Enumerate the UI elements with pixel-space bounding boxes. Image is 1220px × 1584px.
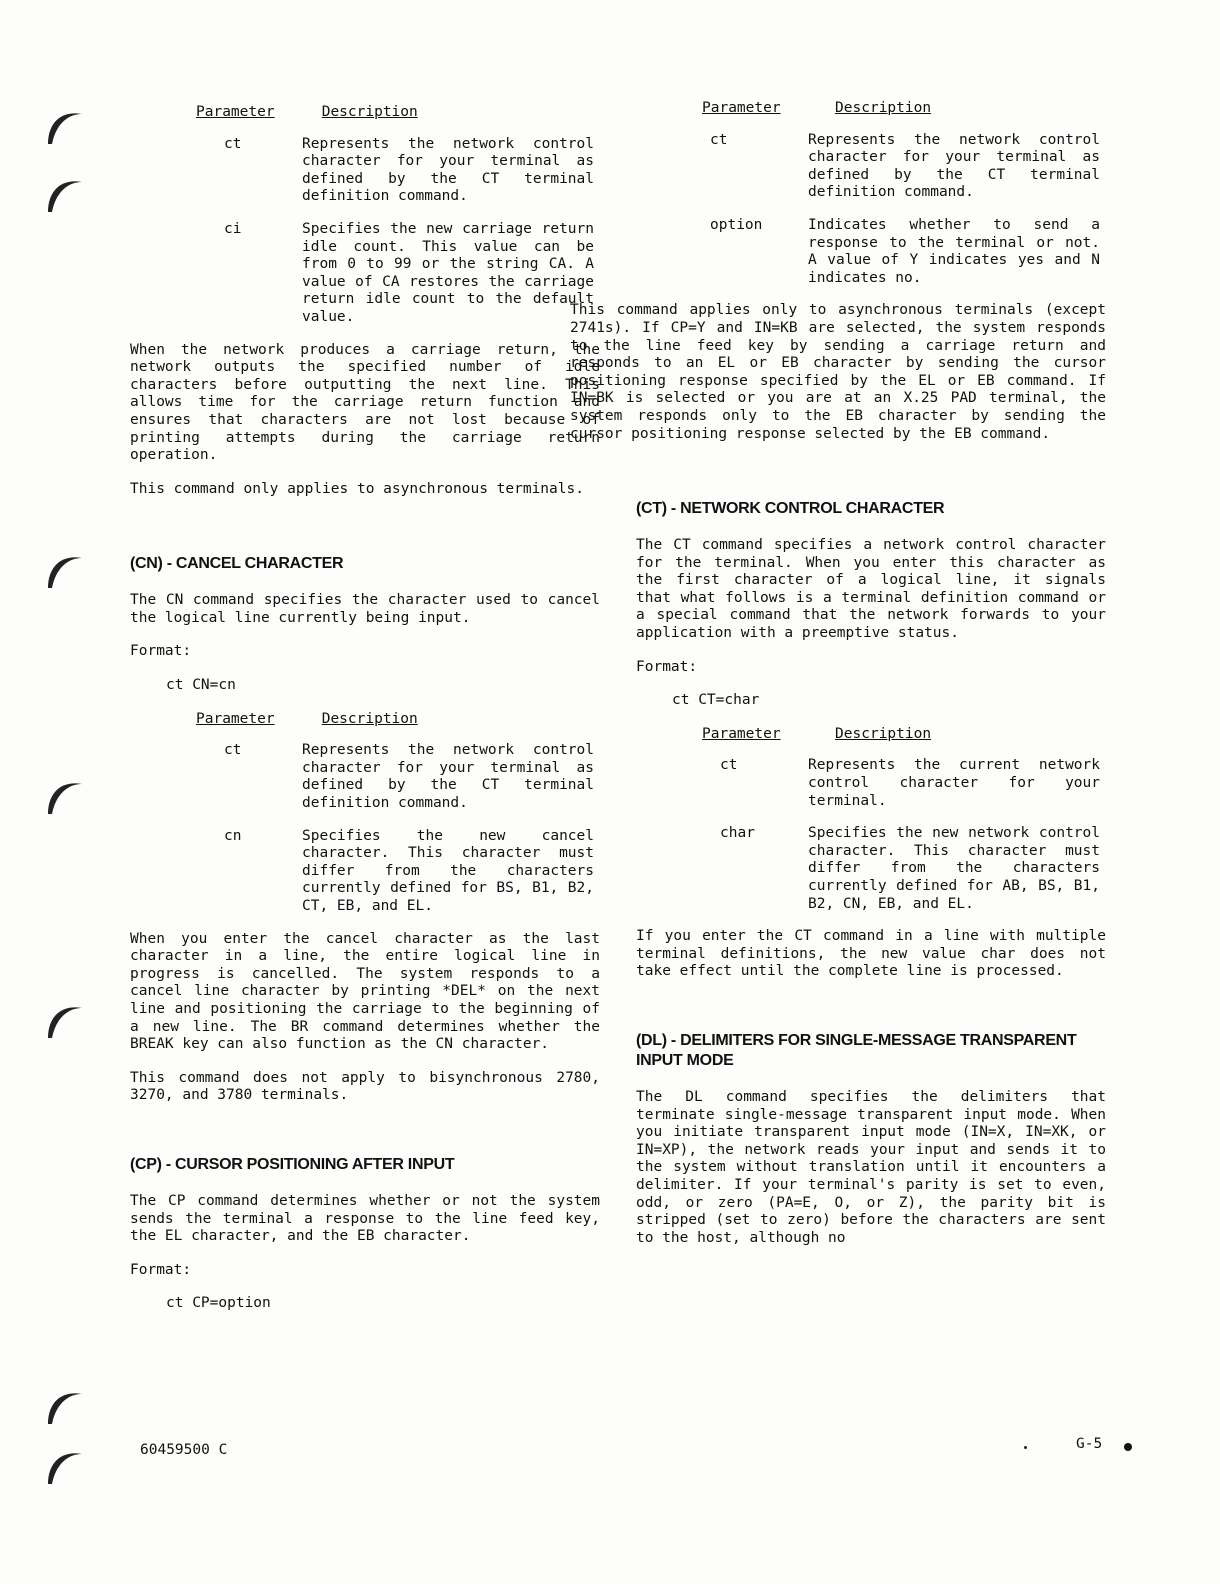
format-syntax: ct CT=char (672, 692, 760, 709)
parameter-table (196, 104, 600, 327)
parameter-name: char (720, 825, 755, 842)
left-column (130, 104, 600, 1329)
parameter-table (196, 711, 600, 916)
parameter-header: Parameter (196, 104, 275, 120)
right-column (570, 100, 1106, 1263)
description-header: Description (835, 100, 932, 116)
table-header (702, 100, 1106, 118)
parameter-description: Represents the current network control character for your terminal. (808, 757, 1100, 809)
paragraph: This command only applies to asynchronous terminals. (130, 480, 584, 497)
section-heading-dl: (DL) - DELIMITERS FOR SINGLE-MESSAGE TRANSPARENT INPUT MODE (636, 1031, 1077, 1069)
format-label: Format: (636, 658, 698, 675)
parameter-description: Represents the network control character for your terminal as defined by the CT terminal definition command. (808, 131, 1100, 201)
parameter-name: ct (224, 135, 242, 152)
table-header (196, 711, 600, 729)
table-row (196, 221, 600, 327)
binder-hole-mark (42, 1444, 86, 1488)
table-row (196, 828, 600, 916)
paragraph: This command does not apply to bisynchronous 2780, 3270, and 3780 terminals. (130, 1069, 600, 1104)
table-row (196, 136, 600, 206)
paragraph: When the network produces a carriage return, the network outputs the specified number of idle characters before outputting the next line. This allows time for the carriage return function and ensures that characters are not lost because of printing attempts during the carriage return operation. (130, 341, 600, 464)
parameter-description: Specifies the new cancel character. This character must differ from the characters currently defined for BS, B1, B2, CT, EB, and EL. (302, 827, 594, 914)
description-header: Description (835, 725, 932, 742)
table-row (702, 825, 1106, 913)
paragraph: The DL command specifies the delimiters that terminate single-message transparent input mode. When you initiate transparent input mode (IN=X, IN=XK, or IN=XP), the network reads your input and sends it to the system without translation until it encounters a delimiter. If your terminal's parity is set to even, odd, or zero (PA=E, O, or Z), the parity bit is stripped (set to zero) before the characters are sent to the host, although no (636, 1088, 1106, 1246)
document-number: 60459500 C (140, 1442, 228, 1458)
parameter-name: ci (224, 220, 242, 237)
table-row (702, 757, 1106, 810)
parameter-description: Specifies the new carriage return idle count. This value can be from 0 to 99 or the string CA. A value of CA restores the carriage return idle count to the default value. (302, 220, 594, 325)
binder-hole-mark (42, 104, 86, 148)
paragraph: This command applies only to asynchronous terminals (except 2741s). If CP=Y and IN=KB are selected, the system responds to the line feed key by sending a carriage return and responds to an EL or EB character by sending the cursor positioning response specified by the EL or EB command. If IN=BK is selected or you are at an X.25 PAD terminal, the system responds only to the EB character by sending the cursor positioning response selected by the EB command. (570, 302, 1106, 442)
section-heading-cp: (CP) - CURSOR POSITIONING AFTER INPUT (130, 1155, 455, 1173)
parameter-header: Parameter (702, 100, 781, 116)
bullet-mark (1124, 1443, 1132, 1451)
parameter-name: option (710, 216, 763, 233)
parameter-description: Represents the network control character for your terminal as defined by the CT terminal definition command. (302, 135, 594, 205)
binder-hole-mark (42, 998, 86, 1042)
paragraph: If you enter the CT command in a line with multiple terminal definitions, the new value char does not take effect until the complete line is processed. (636, 928, 1106, 980)
binder-hole-mark (42, 548, 86, 592)
format-syntax: ct CN=cn (166, 677, 236, 694)
parameter-header: Parameter (702, 725, 781, 742)
table-header (702, 726, 1106, 744)
description-header: Description (321, 104, 418, 120)
table-header (196, 104, 600, 122)
parameter-table (702, 726, 1106, 913)
paragraph: The CN command specifies the character used to cancel the logical line currently being input. (130, 592, 600, 626)
table-row (196, 742, 600, 812)
parameter-table (702, 100, 1106, 287)
page-number: G-5 (1076, 1436, 1103, 1452)
format-label: Format: (130, 643, 192, 660)
parameter-description: Specifies the new network control character. This character must differ from the characters currently defined for AB, BS, B1, B2, CN, EB, and EL. (808, 825, 1100, 912)
parameter-description: Represents the network control character for your terminal as defined by the CT terminal definition command. (302, 742, 594, 812)
description-header: Description (321, 710, 418, 727)
table-row (702, 217, 1106, 287)
paragraph: When you enter the cancel character as the last character in a line, the entire logical line in progress is cancelled. The system responds to a cancel line character by printing *DEL* on the next line and positioning the carriage to the beginning of a new line. The BR command determines whether the BREAK key can also function as the CN character. (130, 930, 600, 1053)
parameter-name: ct (224, 742, 242, 759)
section-heading-cn: (CN) - CANCEL CHARACTER (130, 555, 344, 573)
parameter-description: Indicates whether to send a response to the terminal or not. A value of Y indicates yes and N indicates no. (808, 216, 1100, 286)
binder-hole-mark (42, 172, 86, 216)
paragraph: The CT command specifies a network control character for the terminal. When you enter this character as the first character of a logical line, it signals that what follows is a terminal definition command or a special command that the network forwards to your application with a preemptive status. (636, 537, 1106, 642)
parameter-name: cn (224, 827, 242, 844)
speck-mark (1024, 1446, 1027, 1449)
format-syntax: ct CP=option (166, 1295, 271, 1312)
binder-hole-mark (42, 774, 86, 818)
parameter-name: ct (720, 757, 738, 774)
parameter-header: Parameter (196, 710, 275, 727)
parameter-name: ct (710, 131, 728, 148)
section-heading-ct: (CT) - NETWORK CONTROL CHARACTER (636, 500, 945, 518)
table-row (702, 132, 1106, 202)
binder-hole-mark (42, 1384, 86, 1428)
format-label: Format: (130, 1261, 192, 1278)
paragraph: The CP command determines whether or not the system sends the terminal a response to the line feed key, the EL character, and the EB character. (130, 1192, 600, 1245)
